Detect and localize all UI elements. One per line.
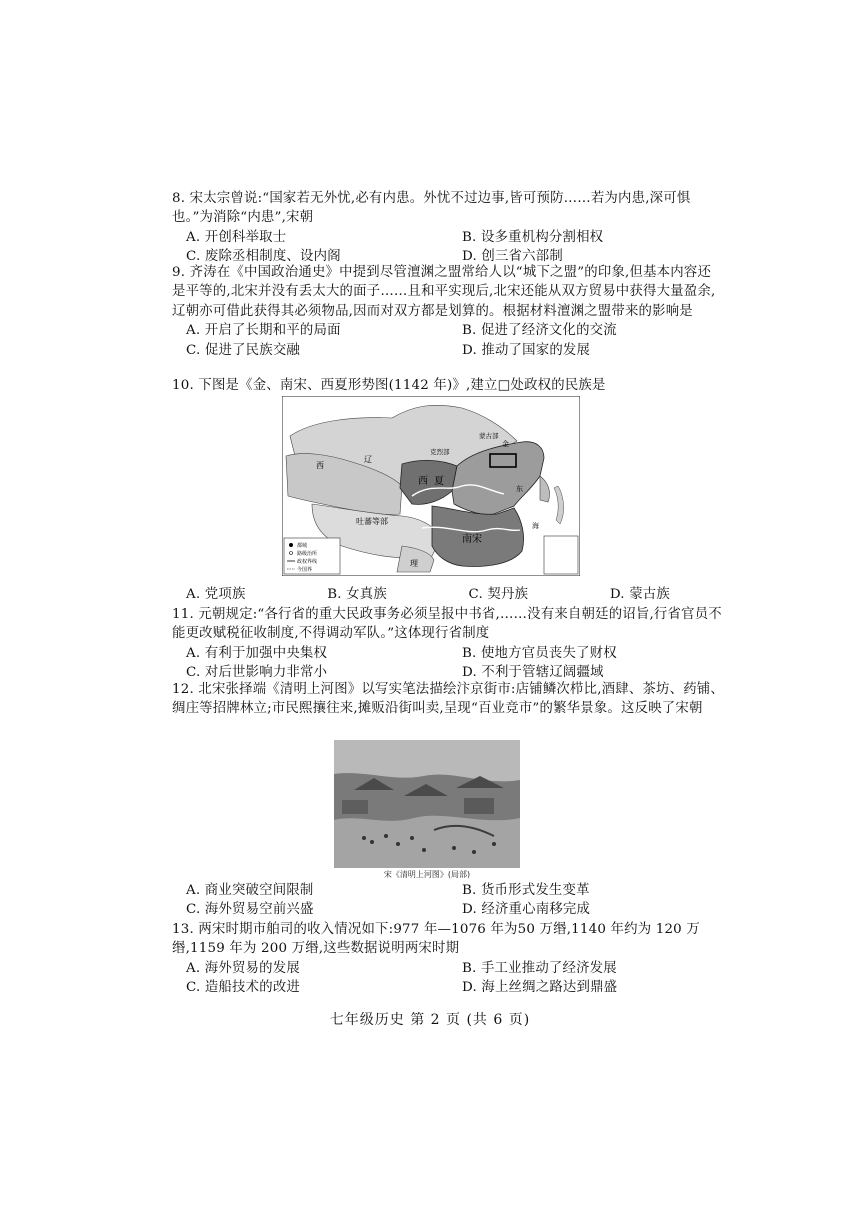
option-b: B. 手工业推动了经济发展 bbox=[462, 960, 617, 976]
options bbox=[172, 881, 724, 920]
question-11 bbox=[172, 605, 724, 683]
options bbox=[172, 644, 724, 683]
south-sea-inset bbox=[544, 536, 578, 574]
song-jin-xixia-map bbox=[282, 396, 580, 576]
question-12 bbox=[172, 680, 724, 719]
map-label-xia2: 夏 bbox=[434, 476, 444, 487]
question-13 bbox=[172, 920, 724, 998]
question-12-options bbox=[172, 881, 724, 920]
question-10-options bbox=[172, 585, 724, 604]
question-8 bbox=[172, 189, 724, 267]
map-label-nansong: 南宋 bbox=[462, 534, 482, 545]
legend-item: 都城 bbox=[297, 543, 308, 549]
question-stem: 11. 元朝规定:“各行省的重大民政事务必须呈报中书省,……没有来自朝廷的诏旨,行省官员不能更改赋税征收制度,不得调动军队。”这体现行省制度 bbox=[172, 607, 722, 642]
question-stem: 10. 下图是《金、南宋、西夏形势图(1142 年)》,建立□处政权的民族是 bbox=[172, 378, 606, 393]
options bbox=[172, 321, 724, 360]
option-d: D. 推动了国家的发展 bbox=[462, 342, 591, 358]
map-label-xi: 西 bbox=[316, 461, 324, 470]
options bbox=[172, 585, 724, 604]
painting-caption: 宋《清明上河图》(局部) bbox=[383, 870, 471, 879]
option-b: B. 货币形式发生变革 bbox=[462, 883, 590, 898]
question-stem: 9. 齐涛在《中国政治通史》中提到尽管澶渊之盟常给人以“城下之盟”的印象,但基本内容还是平等的,北宋并没有丢太大的面子……且和平实现后,北宋还能从双方贸易中获得大量盈余,辽朝亦可借此获得其必须物品,因而对双方都是划算的。根据材料澶渊之盟带来的影响是 bbox=[172, 265, 716, 319]
option-c: C. 海外贸易空前兴盛 bbox=[186, 902, 314, 918]
options bbox=[172, 959, 724, 998]
option-b: B. 设多重机构分割相权 bbox=[462, 229, 604, 245]
option-a: A. 有利于加强中央集权 bbox=[186, 645, 328, 661]
map-label-tubo: 吐蕃等部 bbox=[356, 517, 388, 526]
qingming-painting-image bbox=[334, 740, 520, 868]
option-d: D. 海上丝绸之路达到鼎盛 bbox=[462, 980, 618, 996]
legend-item: 路级治所 bbox=[297, 551, 318, 557]
options bbox=[172, 228, 724, 267]
map-label-liao: 辽 bbox=[364, 455, 372, 464]
map-label-xia: 西 bbox=[418, 476, 428, 487]
option-b: B. 女真族 bbox=[327, 587, 387, 602]
page-footer: 七年级历史 第 2 页 (共 6 页) bbox=[329, 1012, 531, 1028]
legend-item: 政权界线 bbox=[297, 559, 318, 565]
map-label-jin: 金 bbox=[502, 440, 509, 448]
option-c: C. 契丹族 bbox=[468, 587, 529, 602]
legend-item: 今国界 bbox=[297, 567, 313, 573]
option-c: C. 废除丞相制度、设内阁 bbox=[186, 249, 341, 265]
question-stem: 12. 北宋张择端《清明上河图》以写实笔法描绘汴京街市:店铺鳞次栉比,酒肆、茶坊、药铺、绸庄等招牌林立;市民熙攘往来,摊贩沿街叫卖,呈现“百业竞市”的繁华景象。这反映了宋朝 bbox=[172, 682, 724, 717]
option-a: A. 开创科举取士 bbox=[186, 229, 287, 245]
map-label-mongol: 蒙古部 bbox=[479, 432, 499, 440]
question-stem: 13. 两宋时期市舶司的收入情况如下:977 年—1076 年为50 万缗,1140 年约为 120 万缗,1159 年为 200 万缗,这些数据说明两宋时期 bbox=[172, 922, 700, 957]
option-d: D. 经济重心南移完成 bbox=[462, 902, 591, 918]
map-label-kelie: 克烈部 bbox=[430, 448, 450, 456]
question-9 bbox=[172, 263, 724, 360]
option-b: B. 使地方官员丧失了财权 bbox=[462, 645, 617, 661]
option-a: A. 海外贸易的发展 bbox=[186, 960, 300, 976]
option-d: D. 不利于管辖辽阔疆域 bbox=[462, 665, 604, 681]
map-label-dong: 东 bbox=[516, 485, 523, 493]
option-d: D. 创三省六部制 bbox=[462, 249, 563, 265]
question-10 bbox=[172, 376, 724, 395]
option-d: D. 蒙古族 bbox=[609, 587, 670, 602]
option-c: C. 促进了民族交融 bbox=[186, 342, 301, 358]
option-c: C. 造船技术的改进 bbox=[186, 980, 301, 996]
option-a: A. 开启了长期和平的局面 bbox=[186, 323, 341, 339]
option-b: B. 促进了经济文化的交流 bbox=[462, 323, 617, 339]
map-label-hai: 海 bbox=[532, 522, 539, 530]
question-stem: 8. 宋太宗曾说:“国家若无外忧,必有内患。外忧不过边事,皆可预防……若为内患,深可惧也。”为消除“内患”,宋朝 bbox=[172, 191, 691, 226]
option-a: A. 商业突破空间限制 bbox=[186, 883, 314, 898]
map-label-dali: 理 bbox=[410, 559, 418, 568]
option-c: C. 对后世影响力非常小 bbox=[186, 665, 328, 681]
option-a: A. 党项族 bbox=[186, 587, 246, 602]
